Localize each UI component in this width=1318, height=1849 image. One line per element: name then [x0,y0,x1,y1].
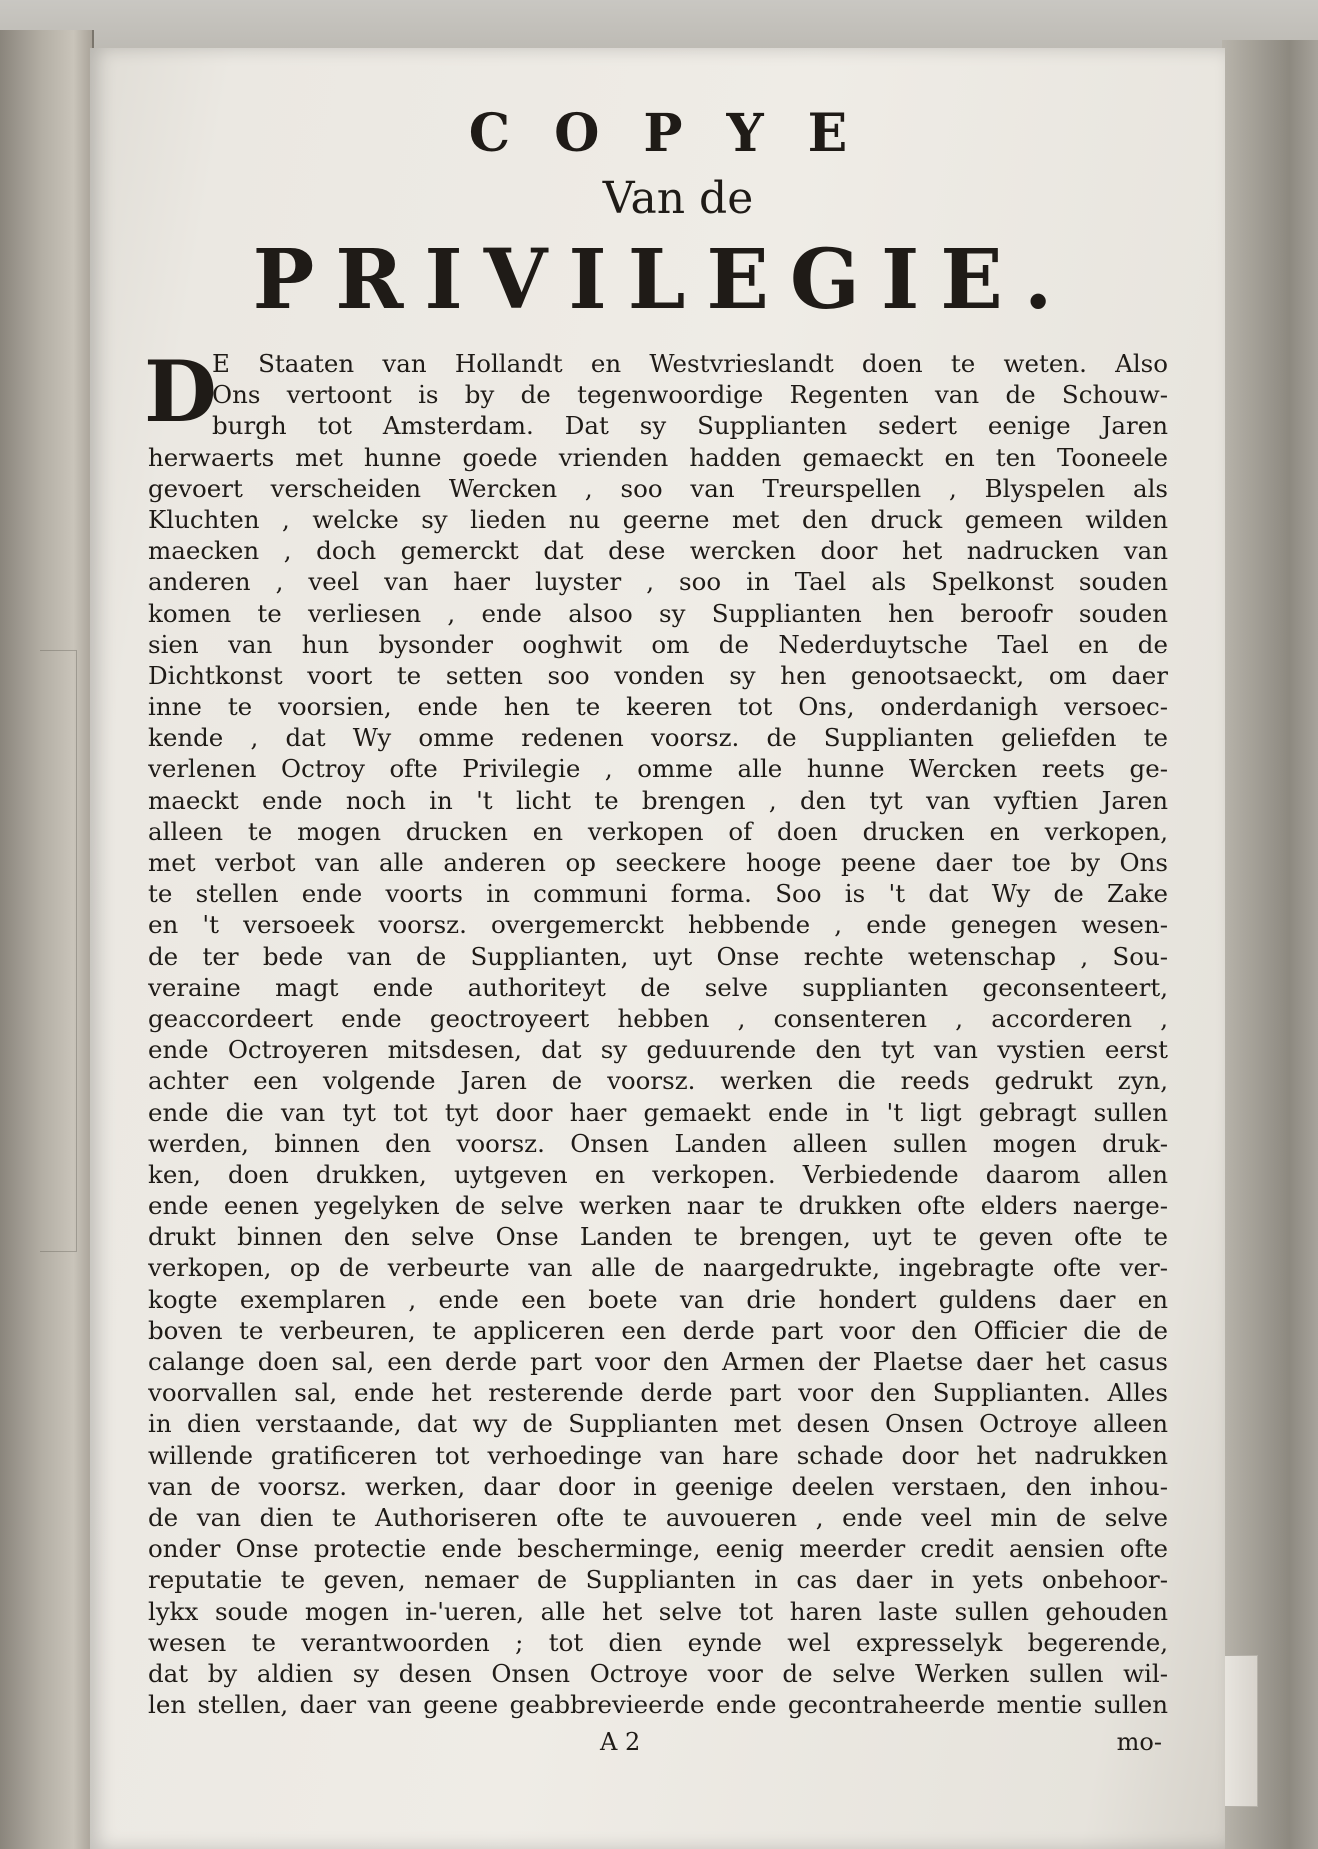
text-line: te stellen ende voorts in communi forma. Soo is 't dat Wy de Zake [148,879,1168,909]
text-line: calange doen sal, een derde part voor den Armen der Plaetse daer het casus [148,1347,1168,1376]
left-facing-page [0,30,94,1849]
heading-van-de: Van de [602,173,754,224]
text-line: komen te verliesen , ende alsoo sy Supplianten hen beroofr souden [148,598,1168,628]
text-line: gevoert verscheiden Wercken , soo van Treurspellen , Blyspelen als [148,473,1168,503]
text-line: anderen , veel van haer luyster , soo in Tael als Spelkonst souden [148,567,1168,597]
text-line: de ter bede van de Supplianten, uyt Onse rechte wetenschap , Sou- [148,941,1168,971]
text-line: in dien verstaande, dat wy de Supplianten met desen Onsen Octroye alleen [148,1409,1168,1439]
text-line: veraine magt ende authoriteyt de selve supplianten geconsenteert, [148,972,1168,1002]
text-line: verlenen Octroy ofte Privilegie , omme alle hunne Wercken reets ge- [148,754,1168,784]
page-footer [148,1724,1168,1760]
text-line: inne te voorsien, ende hen te keeren tot Ons, onderdanigh versoec- [148,692,1168,722]
text-line: sien van hun bysonder ooghwit om de Nederduytsche Tael en de [148,629,1168,659]
text-line: dat by aldien sy desen Onsen Octroye voor de selve Werken sullen wil- [148,1658,1168,1688]
book-page [90,48,1225,1849]
book-fore-edge [1222,40,1318,1849]
text-line: ende Octroyeren mitsdesen, dat sy geduurende den tyt van vystien eerst [148,1035,1168,1065]
text-line: ende die van tyt tot tyt door haer gemaekt ende in 't ligt gebragt sullen [148,1097,1168,1127]
text-line: voorvallen sal, ende het resterende derde part voor den Supplianten. Alles [148,1378,1168,1408]
text-line: Kluchten , welcke sy lieden nu geerne met den druck gemeen wilden [148,504,1168,534]
text-line: burgh tot Amsterdam. Dat sy Supplianten sedert eenige Jaren [212,411,1168,441]
heading-copye: COPYE [468,103,892,164]
text-line: ende eenen yegelyken de selve werken naar te drukken ofte elders naerge- [148,1191,1168,1221]
text-line: ken, doen drukken, uytgeven en verkopen. Verbiedende daarom allen [148,1159,1168,1189]
text-line: de van dien te Authoriseren ofte te auvoueren , ende veel min de selve [148,1502,1168,1532]
text-line: drukt binnen den selve Onse Landen te brengen, uyt te geven ofte te [148,1222,1168,1252]
text-line: willende gratificeren tot verhoedinge van hare schade door het nadrukken [148,1440,1168,1470]
text-line: onder Onse protectie ende bescherminge, eenig meerder credit aensien ofte [148,1534,1168,1564]
text-line: kogte exemplaren , ende een boete van drie hondert guldens daer en [148,1284,1168,1314]
catchword: mo- [1116,1728,1162,1757]
text-line: werden, binnen den voorsz. Onsen Landen alleen sullen mogen druk- [148,1128,1168,1158]
drop-capital: D [144,342,217,441]
page-text-block [144,98,1168,1760]
signature-mark: A 2 [600,1728,641,1757]
text-line: geaccordeert ende geoctroyeert hebben , consenteren , accorderen , [148,1003,1168,1033]
heading-privilegie: PRIVILEGIE. [252,232,1074,328]
text-line: Ons vertoont is by de tegenwoordige Regenten van de Schouw- [212,380,1168,410]
text-line: maecken , doch gemerckt dat dese wercken door het nadrucken van [148,536,1168,566]
text-line: achter een volgende Jaren de voorsz. werken die reeds gedrukt zyn, [148,1066,1168,1096]
text-line: lykx soude mogen in-'ueren, alle het selve tot haren laste sullen gehouden [148,1596,1168,1626]
text-line: kende , dat Wy omme redenen voorsz. de Supplianten geliefden te [148,723,1168,753]
text-line: en 't versoeek voorsz. overgemerckt hebbende , ende genegen wesen- [148,910,1168,940]
text-line: van de voorsz. werken, daar door in geenige deelen verstaen, den inhou- [148,1471,1168,1501]
text-line: Dichtkonst voort te setten soo vonden sy hen genootsaeckt, om daer [148,660,1168,690]
text-line: maeckt ende noch in 't licht te brengen , den tyt van vyftien Jaren [148,785,1168,815]
text-line: herwaerts met hunne goede vrienden hadden gemaeckt en ten Tooneele [148,442,1168,472]
text-line: alleen te mogen drucken en verkopen of doen drucken en verkopen, [148,816,1168,846]
paper-tab [1222,1655,1258,1807]
text-line: reputatie te geven, nemaer de Supplianten in cas daer in yets onbehoor- [148,1565,1168,1595]
privilege-text [144,342,1168,1720]
text-line: wesen te verantwoorden ; tot dien eynde wel expresselyk begerende, [148,1627,1168,1657]
text-line: E Staaten van Hollandt en Westvrieslandt doen te weten. Also [212,349,1168,378]
text-line: boven te verbeuren, te appliceren een derde part voor den Officier die de [148,1315,1168,1345]
text-line: met verbot van alle anderen op seeckere hooge peene daer toe by Ons [148,848,1168,877]
text-line: len stellen, daer van geene geabbrevieerde ende gecontraheerde mentie sullen [148,1690,1168,1720]
left-page-impression [40,650,77,1252]
text-line: verkopen, op de verbeurte van alle de naargedrukte, ingebragte ofte ver- [148,1253,1168,1283]
